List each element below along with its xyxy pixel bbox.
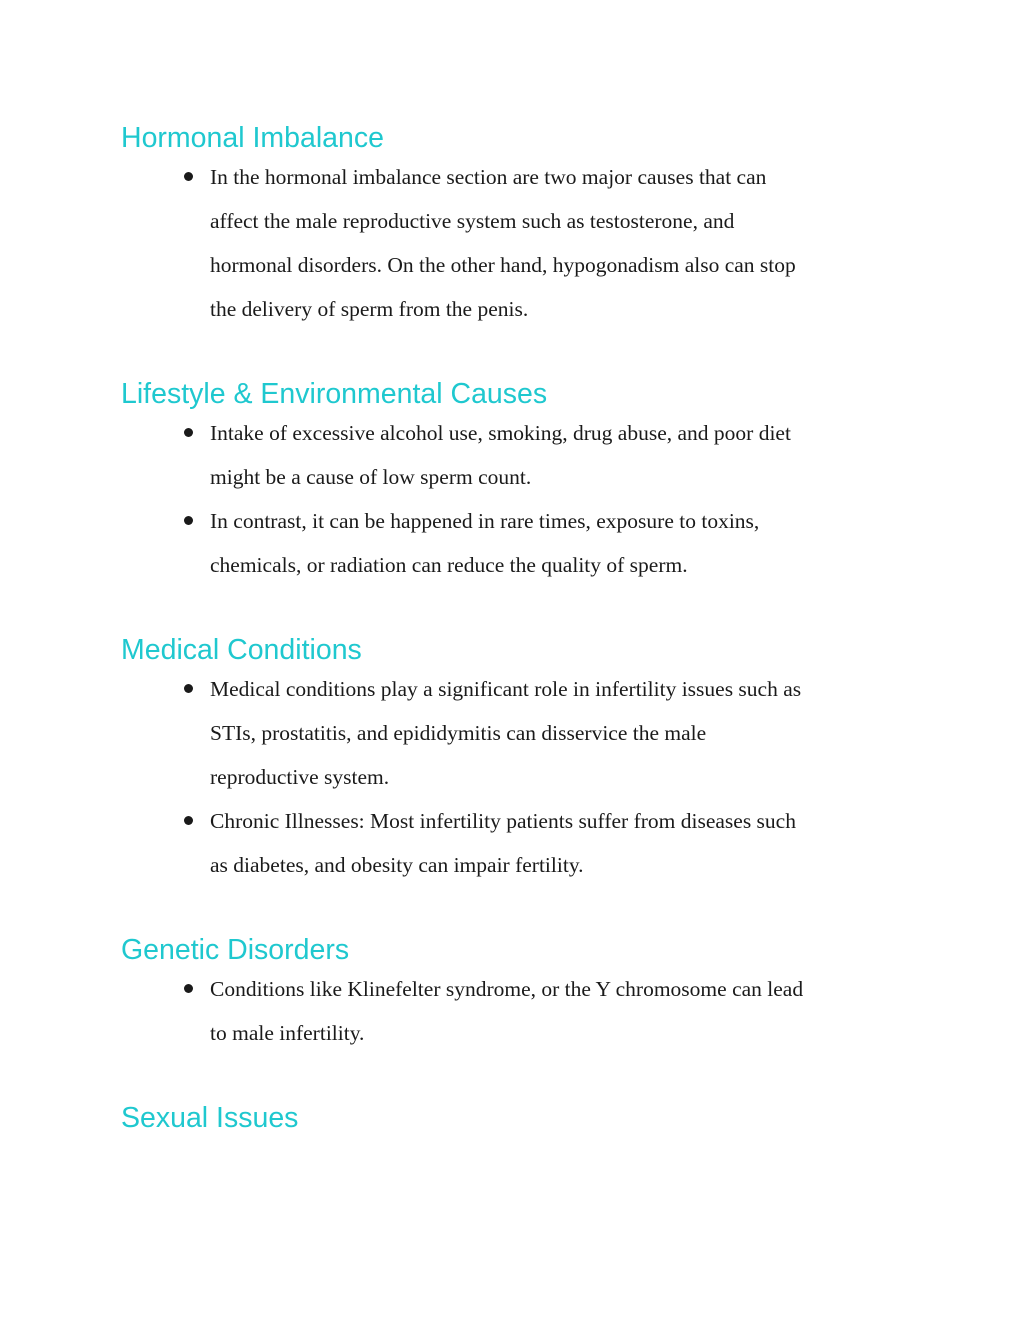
list-item-text: In contrast, it can be happened in rare times, exposure to toxins,	[210, 509, 760, 533]
list-item-text: reproductive system.	[210, 765, 390, 789]
section-heading: Hormonal Imbalance	[121, 122, 384, 154]
section-heading: Lifestyle & Environmental Causes	[121, 378, 548, 410]
section-lifestyle-environmental	[121, 377, 921, 587]
list-item-text: as diabetes, and obesity can impair fertility.	[210, 853, 584, 877]
section-sexual-issues	[121, 1101, 921, 1135]
list-item-text: In the hormonal imbalance section are two major causes that can	[210, 165, 767, 189]
list-item-text: might be a cause of low sperm count.	[210, 465, 532, 489]
bullet-icon	[184, 172, 193, 181]
list-item	[121, 499, 921, 587]
bullet-list	[121, 967, 921, 1055]
bullet-list	[121, 411, 921, 587]
section-genetic-disorders	[121, 933, 921, 1055]
list-item-text: to male infertility.	[210, 1021, 365, 1045]
section-medical-conditions	[121, 633, 921, 887]
list-item	[121, 799, 921, 887]
list-item-text: Conditions like Klinefelter syndrome, or the Y chromosome can lead	[210, 977, 804, 1001]
list-item	[121, 155, 921, 331]
list-item	[121, 667, 921, 799]
list-item	[121, 967, 921, 1055]
bullet-icon	[184, 684, 193, 693]
section-heading: Genetic Disorders	[121, 934, 350, 966]
list-item-text: STIs, prostatitis, and epididymitis can disservice the male	[210, 721, 707, 745]
section-hormonal-imbalance	[121, 121, 921, 331]
bullet-icon	[184, 428, 193, 437]
bullet-list	[121, 667, 921, 887]
bullet-icon	[184, 984, 193, 993]
bullet-list	[121, 155, 921, 331]
list-item-text: hormonal disorders. On the other hand, hypogonadism also can stop	[210, 253, 796, 277]
list-item-text: affect the male reproductive system such as testosterone, and	[210, 209, 735, 233]
list-item-text: Intake of excessive alcohol use, smoking, drug abuse, and poor diet	[210, 421, 791, 445]
list-item-text: Chronic Illnesses: Most infertility patients suffer from diseases such	[210, 809, 796, 833]
bullet-icon	[184, 516, 193, 525]
list-item-text: chemicals, or radiation can reduce the quality of sperm.	[210, 553, 688, 577]
section-heading: Sexual Issues	[121, 1102, 299, 1134]
list-item-text: the delivery of sperm from the penis.	[210, 297, 529, 321]
bullet-icon	[184, 816, 193, 825]
list-item-text: Medical conditions play a significant role in infertility issues such as	[210, 677, 802, 701]
list-item	[121, 411, 921, 499]
section-heading: Medical Conditions	[121, 634, 362, 666]
